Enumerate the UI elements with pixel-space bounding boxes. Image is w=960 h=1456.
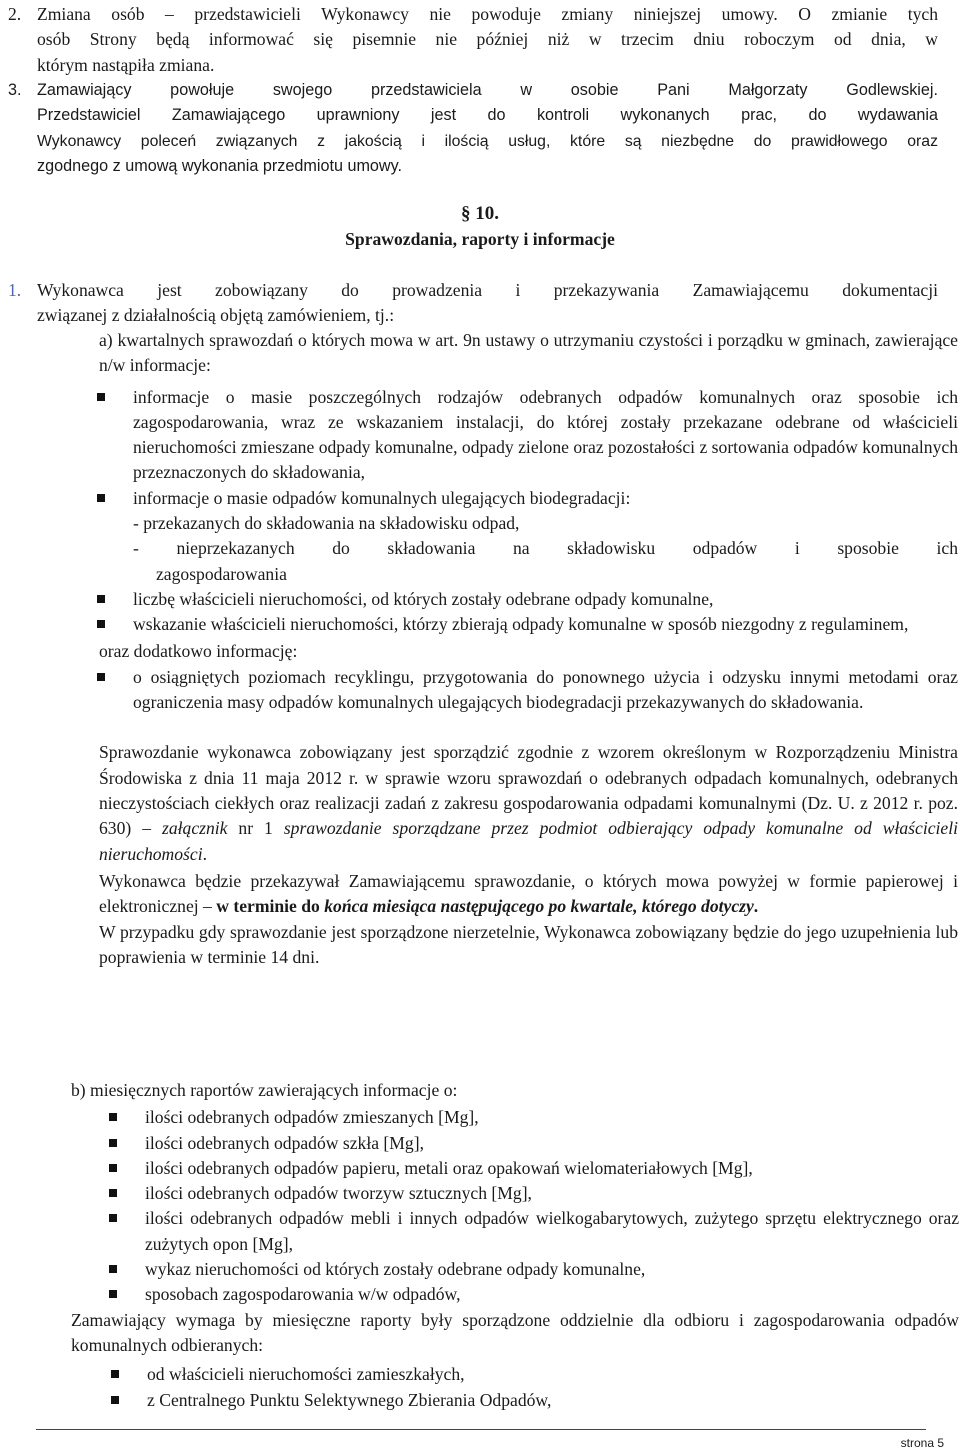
paragraph-line: Zmiana osób – przedstawicieli Wykonawcy nie powoduje zmiany niniejszej umowy. O zmianie tych [37, 4, 938, 24]
b-intro: b) miesięcznych raportów zawierających informacje o: [71, 1080, 458, 1100]
section-b [71, 1078, 959, 1413]
bullet-item: ilości odebranych odpadów szkła [Mg], [109, 1131, 959, 1156]
paragraph-line: Zamawiający powołuje swojego przedstawiciela w osobie Pani Małgorzaty Godlewskiej. [37, 81, 938, 99]
section-title: Sprawozdania, raporty i informacje [345, 229, 615, 250]
bullet-item: ilości odebranych odpadów mebli i innych odpadów wielkogabarytowych, zużytego sprzętu elektrycznego oraz zużytych opon [Mg], [109, 1206, 959, 1257]
item-3 [8, 78, 938, 179]
bullet-item: liczbę właścicieli nieruchomości, od których zostały odebrane odpady komunalne, [97, 587, 958, 612]
square-bullet-icon [97, 393, 105, 401]
bullet-item: od właścicieli nieruchomości zamieszkałych, [111, 1362, 959, 1387]
paragraph-line: związanej z działalnością objętą zamówieniem, tj.: [37, 305, 395, 326]
a-intro: a) kwartalnych sprawozdań o których mowa w art. 9n ustawy o utrzymaniu czystości i porządku w gminach, zawierające n/w informacje: [99, 330, 958, 376]
item-number: 1. [8, 280, 22, 300]
square-bullet-icon [97, 595, 105, 603]
paragraph-line: Wykonawca jest zobowiązany do prowadzenia i przekazywania Zamawiającemu dokumentacji [37, 280, 938, 300]
bullet-item: sposobach zagospodarowania w/w odpadów, [109, 1282, 959, 1307]
footer-divider [36, 1429, 926, 1430]
b-requirement: Zamawiający wymaga by miesięczne raporty były sporządzone oddzielnie dla odbioru i zagospodarowania odpadów komunalnych odbieranych: [71, 1309, 959, 1355]
page-number: strona 5 [900, 1436, 944, 1450]
square-bullet-icon [111, 1370, 119, 1378]
square-bullet-icon [109, 1113, 117, 1121]
item-number: 2. [8, 4, 22, 24]
paragraph-line: zgodnego z umową wykonania przedmiotu umowy. [37, 156, 403, 175]
square-bullet-icon [109, 1164, 117, 1172]
square-bullet-icon [109, 1214, 117, 1222]
paragraph-line: osób Strony będą informować się pisemnie nie później niż w trzecim dniu roboczym od dnia, w [37, 29, 938, 50]
bullet-item: wskazanie właścicieli nieruchomości, którzy zbierają odpady komunalne w sposób niezgodny z regulaminem, [97, 612, 958, 637]
item-1 [8, 278, 938, 329]
paragraph-line: Przedstawiciel Zamawiającego uprawniony jest do kontroli wykonanych prac, do wydawania [37, 106, 938, 125]
square-bullet-icon [97, 494, 105, 502]
bullet-item: z Centralnego Punktu Selektywnego Zbierania Odpadów, [111, 1388, 959, 1413]
paragraph-line: którym nastąpiła zmiana. [37, 54, 215, 75]
bullet-item: informacje o masie odpadów komunalnych ulegających biodegradacji: [97, 486, 958, 511]
sub-item: - nieprzekazanych do składowania na składowisku odpadów i sposobie ich [133, 538, 958, 559]
sub-item: zagospodarowania [156, 563, 287, 584]
section-a [99, 328, 958, 970]
square-bullet-icon [109, 1265, 117, 1273]
bullet-item: o osiągniętych poziomach recyklingu, przygotowania do ponownego użycia i odzysku innymi metodami oraz ograniczenia masy odpadów komunalnych ulegających biodegradacji przekazywanych do składowania. [97, 665, 958, 716]
square-bullet-icon [109, 1139, 117, 1147]
bullet-item: ilości odebranych odpadów zmieszanych [Mg], [109, 1105, 959, 1130]
square-bullet-icon [109, 1189, 117, 1197]
section-number: § 10. [461, 203, 499, 224]
additional-info-label: oraz dodatkowo informację: [99, 640, 298, 661]
report-paragraph-2: Wykonawca będzie przekazywał Zamawiającemu sprawozdanie, o których mowa powyżej w formie papierowej i elektronicznej – w terminie do końca miesiąca następującego po kwartale, którego dotyczy. [99, 870, 958, 917]
square-bullet-icon [97, 620, 105, 628]
square-bullet-icon [109, 1290, 117, 1298]
bullet-item: wykaz nieruchomości od których zostały odebrane odpady komunalne, [109, 1257, 959, 1282]
bullet-item: ilości odebranych odpadów papieru, metali oraz opakowań wielomateriałowych [Mg], [109, 1156, 959, 1181]
bullet-item: informacje o masie poszczególnych rodzajów odebranych odpadów komunalnych oraz sposobie ich zagospodarowania, wraz ze wskazaniem instalacji, do której zostały przekazane odebrane od właścicieli nieruchomości zmieszane odpady komunalne, odpady zielone oraz pozostałości z sortowania odpadów komunalnych przeznaczonych do składowania, [97, 385, 958, 486]
sub-item: - przekazanych do składowania na składowisku odpad, [133, 513, 520, 534]
paragraph-line: Wykonawcy poleceń związanych z jakością i ilością usług, które są niezbędne do prawidłowego oraz [37, 132, 938, 150]
report-paragraph-3: W przypadku gdy sprawozdanie jest sporządzone nierzetelnie, Wykonawca zobowiązany będzie do jego uzupełnienia lub poprawienia w terminie 14 dni. [99, 921, 958, 967]
item-number: 3. [8, 81, 22, 99]
report-paragraph-1: Sprawozdanie wykonawca zobowiązany jest sporządzić zgodnie z wzorem określonym w Rozporządzeniu Ministra Środowiska z dnia 11 maja 2012 r. w sprawie wzoru sprawozdań o odebranych odpadach komunalnych, odebranych nieczystościach ciekłych oraz realizacji zadań z zakresu gospodarowania odpadami komunalnymi (Dz. U. z 2012 r. poz. 630) – załącznik nr 1 sprawozdanie sporządzane przez podmiot odbierający odpady komunalne od właścicieli nieruchomości. [99, 742, 958, 864]
item-2 [8, 2, 938, 78]
square-bullet-icon [97, 673, 105, 681]
bullet-item: ilości odebranych odpadów tworzyw sztucznych [Mg], [109, 1181, 959, 1206]
square-bullet-icon [111, 1396, 119, 1404]
section-heading [0, 201, 960, 253]
